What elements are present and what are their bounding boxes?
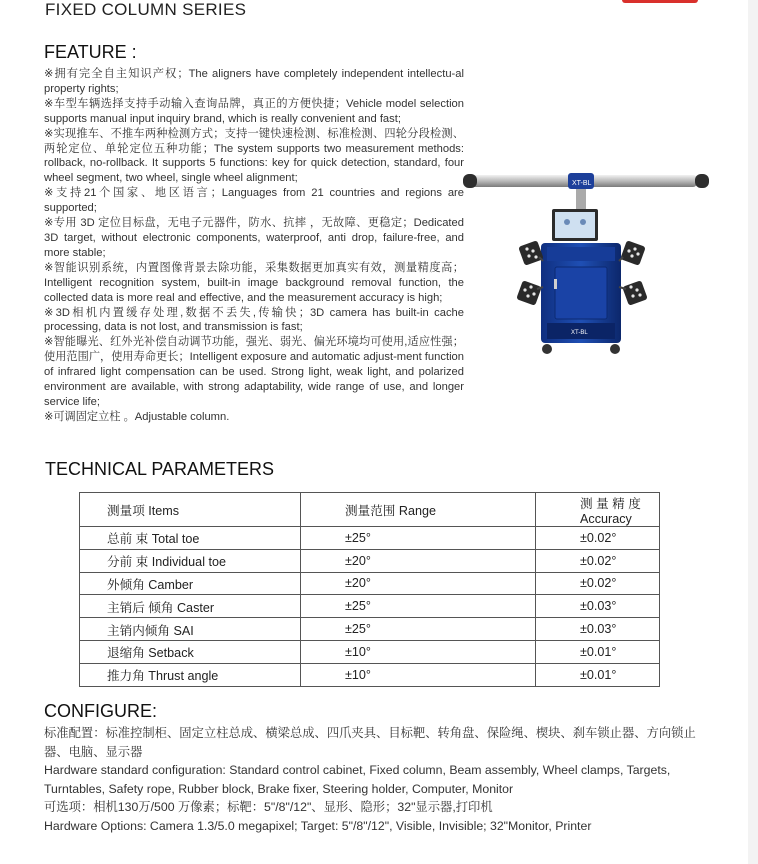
accuracy-cell: ±0.02° bbox=[536, 572, 660, 595]
range-cell: ±10° bbox=[301, 663, 536, 686]
feature-item: ※专用 3D 定位目标盘，无电子元器件，防水、抗摔 ，无故障、更稳定；Dedicated 3D target, without electronic components, waterproof, anti drop, failure-free, and more stable; bbox=[44, 217, 464, 259]
beam-brand-label: XT-BL bbox=[572, 180, 592, 187]
feature-item: ※3D相机内置缓存处理,数据不丢失,传输快；3D camera has built-in cache processing, data is not lost, and transmission is fast; bbox=[44, 306, 464, 334]
wheel-aligner-image bbox=[463, 165, 709, 360]
table-header-row bbox=[80, 493, 660, 527]
accuracy-cell: ±0.02° bbox=[536, 549, 660, 572]
column-header: 测 量 精 度 Accuracy bbox=[536, 493, 660, 527]
accuracy-cell: ±0.01° bbox=[536, 640, 660, 663]
technical-heading: TECHNICAL PARAMETERS bbox=[45, 459, 275, 479]
configure-line: Hardware Options: Camera 1.3/5.0 megapixel; Target: 5"/8"/12", Visible, Invisible; 32"Monitor, Printer bbox=[44, 818, 592, 833]
range-cell: ±10° bbox=[301, 640, 536, 663]
item-cell: 推力角 Thrust angle bbox=[80, 663, 301, 686]
item-cell: 主销后 倾角 Caster bbox=[80, 595, 301, 618]
accuracy-cell: ±0.03° bbox=[536, 618, 660, 641]
feature-item: ※实现推车、不推车两种检测方式；支持一键快速检测、标准检测、四轮分段检测、两轮定位、单轮定位五种功能；The system supports two measurement methods: rollback, no-rollback. It supports 5 functions: key for quick detection, standard, four wheel segment, two wheel, single wheel alignment; bbox=[44, 127, 464, 185]
page-edge-strip bbox=[748, 0, 758, 864]
range-cell: ±25° bbox=[301, 595, 536, 618]
configure-line: 标准配置：标准控制柜、固定立柱总成、横梁总成、四爪夹具、目标靶、转角盘、保险绳、楔块、刹车锁止器、方向锁止器、电脑、显示器 bbox=[44, 726, 696, 759]
item-cell: 主销内倾角 SAI bbox=[80, 618, 301, 641]
range-cell: ±25° bbox=[301, 527, 536, 550]
feature-heading: FEATURE : bbox=[44, 42, 137, 62]
red-tab-accent bbox=[622, 0, 698, 3]
feature-item: ※可调固定立柱 。Adjustable column. bbox=[44, 410, 230, 423]
range-cell: ±20° bbox=[301, 572, 536, 595]
item-cell: 分前 束 Individual toe bbox=[80, 549, 301, 572]
item-cell: 总前 束 Total toe bbox=[80, 527, 301, 550]
table-row bbox=[80, 549, 660, 572]
feature-item: ※拥有完全自主知识产权；The aligners have completely independent intellectu-al property rights; bbox=[44, 68, 464, 95]
accuracy-cell: ±0.02° bbox=[536, 527, 660, 550]
svg-text:XT-BL: XT-BL bbox=[571, 330, 588, 336]
feature-item: ※智能识别系统，内置图像背景去除功能，采集数据更加真实有效，测量精度高；Intelligent recognition system, built-in image background removal function, the collected data is more real and effective, and the measurement accuracy is high; bbox=[44, 261, 464, 304]
item-cell: 退缩角 Setback bbox=[80, 640, 301, 663]
series-title: FIXED COLUMN SERIES bbox=[45, 0, 247, 19]
table-row bbox=[80, 595, 660, 618]
range-cell: ±25° bbox=[301, 618, 536, 641]
feature-list bbox=[44, 67, 464, 425]
configure-heading: CONFIGURE: bbox=[44, 701, 158, 721]
accuracy-cell: ±0.03° bbox=[536, 595, 660, 618]
feature-item: ※智能曝光、红外光补偿自动调节功能，强光、弱光、偏光环境均可使用,适应性强；使用范围广，使用寿命更长；Intelligent exposure and automatic adjust-ment function of infrared light compensation can be used. Strong light, weak light, and polarized environment are available, with strong adaptability, wide range of use, and longer service life; bbox=[44, 336, 464, 408]
table-row bbox=[80, 618, 660, 641]
column-header: 测量项 Items bbox=[80, 493, 301, 527]
table-row bbox=[80, 527, 660, 550]
column-header: 测量范围 Range bbox=[301, 493, 536, 527]
configure-line: Hardware standard configuration: Standard control cabinet, Fixed column, Beam assembly, Wheel clamps, Targets, Turntables, Safety rope, Rubber block, Brake fixer, Steering holder, Computer, Monitor bbox=[44, 763, 671, 796]
table-row bbox=[80, 572, 660, 595]
accuracy-cell: ±0.01° bbox=[536, 663, 660, 686]
feature-item: ※支持21个国家、地区语言；Languages from 21 countries and regions are supported; bbox=[44, 187, 464, 215]
item-cell: 外倾角 Camber bbox=[80, 572, 301, 595]
feature-item: ※车型车辆选择支持手动输入查询品牌，真正的方便快捷；Vehicle model selection supports manual input inquiry brand, which is really convenient and fast; bbox=[44, 97, 464, 125]
configure-line: 可选项：相机130万/500 万像素；标靶：5"/8"/12"、显形、隐形；32"显示器,打印机 bbox=[44, 800, 493, 815]
range-cell: ±20° bbox=[301, 549, 536, 572]
table-row bbox=[80, 640, 660, 663]
table-row bbox=[80, 663, 660, 686]
configure-list bbox=[44, 724, 704, 836]
parameters-table bbox=[79, 492, 660, 687]
